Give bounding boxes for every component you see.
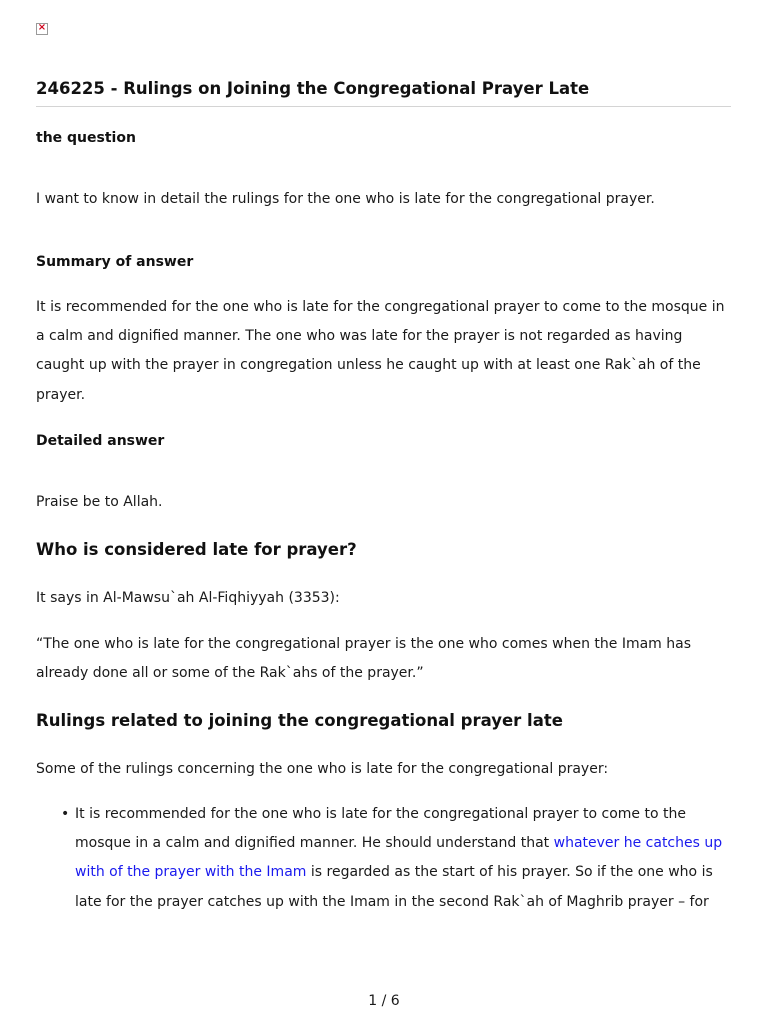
detailed-answer-label: Detailed answer: [36, 433, 165, 449]
intro-text: Some of the rulings concerning the one who is late for the congregational prayer:: [36, 761, 609, 777]
list-item-text: It is recommended for the one who is late for the congregational prayer to come to the mosque in a calm and dignified manner. He should understand that: [75, 806, 686, 852]
quote-text: “The one who is late for the congregational prayer is the one who comes when the Imam has already done all or some of the Rak`ahs of the prayer.”: [36, 636, 691, 682]
prayer-start-link[interactable]: whatever he catches up with of the prayer with the Imam: [75, 835, 723, 881]
rulings-list: [36, 800, 731, 917]
page-number: 1 / 6: [368, 993, 400, 1009]
bullet-icon: •: [61, 806, 70, 822]
heading-late-for-prayer: Who is considered late for prayer?: [36, 540, 357, 559]
citation-text: It says in Al-Mawsu`ah Al-Fiqhiyyah (3353):: [36, 590, 340, 606]
list-item-text-continued: is regarded as the start of his prayer. So if the one who is late for the prayer catches up with the Imam in the second Rak`ah of Maghrib prayer – for: [75, 864, 713, 910]
summary-label: Summary of answer: [36, 254, 194, 270]
broken-image-icon: ×: [37, 22, 47, 33]
title-divider: [36, 106, 731, 107]
summary-text: It is recommended for the one who is late for the congregational prayer to come to the mosque in a calm and dignified manner. The one who was late for the prayer is not regarded as having caught up with the prayer in congregation unless he caught up with at least one Rak`ah of the prayer.: [36, 299, 725, 403]
page-title: 246225 - Rulings on Joining the Congregational Prayer Late: [36, 79, 590, 98]
heading-rulings: Rulings related to joining the congregational prayer late: [36, 711, 563, 730]
question-text: I want to know in detail the rulings for the one who is late for the congregational prayer.: [36, 191, 655, 207]
question-label: the question: [36, 130, 136, 146]
list-item: [36, 800, 731, 917]
praise-text: Praise be to Allah.: [36, 494, 163, 510]
